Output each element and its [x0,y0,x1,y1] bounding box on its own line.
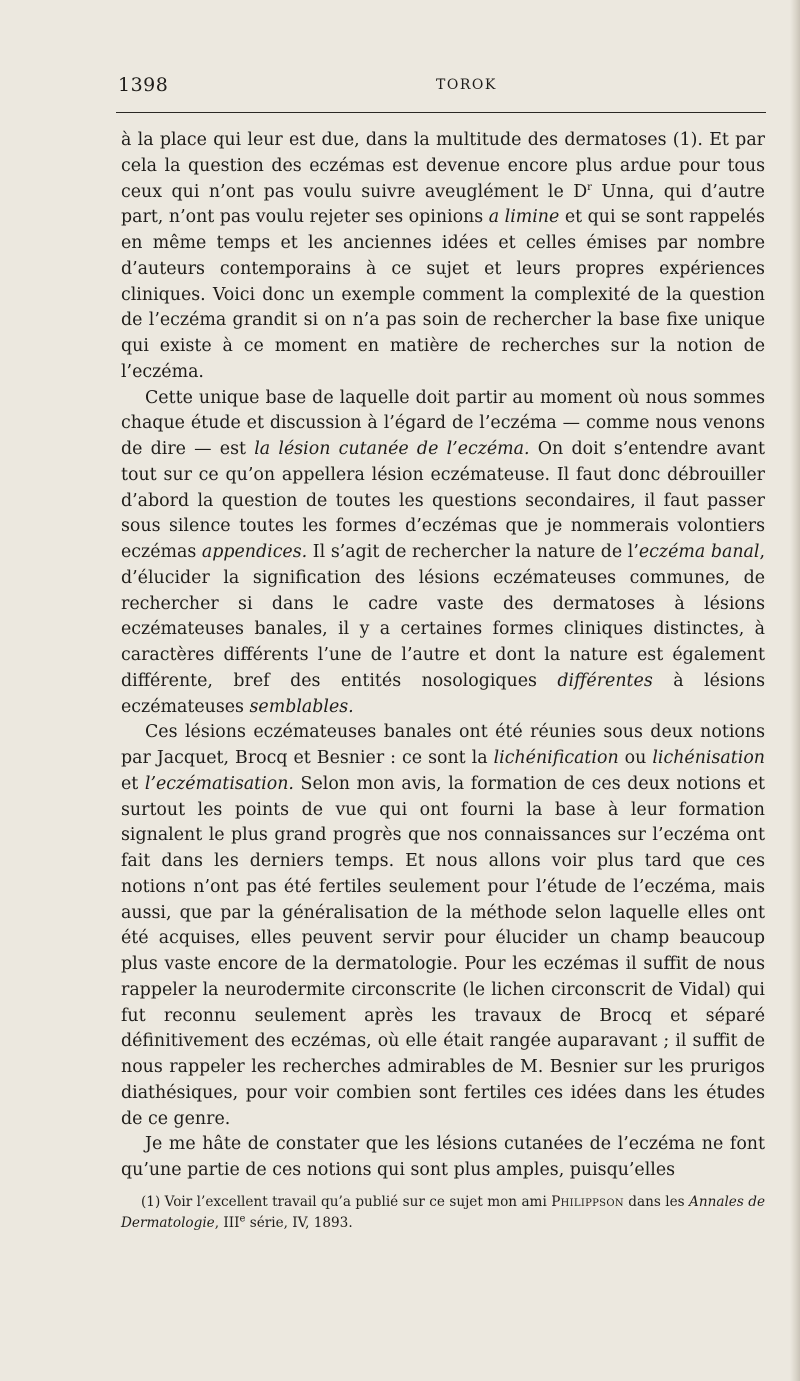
text-run: Il s’agit de rechercher la nature de l’ [307,542,639,562]
page-number: 1398 [118,74,169,96]
italic-text: l’eczématisation. [144,773,294,794]
text-run: Selon mon avis, la formation de ces deux notions et surtout les points de vue qui ont fourni la base à leur formation signalent le plus grand progrès que nos connaissances sur l’eczéma ont fait dans les derniers temps. Et nous allons voir plus tard que ces notions n’ont pas été fertiles seulement pour l’étude de l’eczéma, mais aussi, que par la généralisation de la méthode selon laquelle elles ont été acquises, elles peuvent servir pour élucider un champ beaucoup plus vaste encore de la dermatologie. Pour les eczémas il suffit de nous rappeler la neurodermite circonscrite (le lichen circonscrit de Vidal) qui fut reconnu seulement après les travaux de Brocq et séparé définitivement des eczémas, où elle était rangée auparavant ; il suffit de nous rappeler les recherches admirables de M. Besnier sur les prurigos diathésiques, pour voir combien sont fertiles ces idées dans les études de ce genre. [121,773,765,1129]
italic-text: lichénisation [652,748,765,768]
paragraph [121,128,765,386]
text-run: (1) Voir l’excellent travail qu’a publié sur ce sujet mon ami [141,1194,552,1210]
text-run: série, IV, 1893. [245,1215,353,1231]
paragraph [121,1132,765,1184]
italic-text: appendices. [201,542,308,562]
text-run: et [121,773,145,794]
text-run: dans les [623,1194,690,1210]
text-run: et qui se sont rappelés en même temps et les anciennes idées et celles émises par nombre d’auteurs contemporains à ce sujet et leurs propres expériences cliniques. Voici donc un exemple comment la complexité de la question de l’eczéma grandit si on n’a pas soin de rechercher la base fixe unique qui existe à ce moment en matière de recherches sur la notion de l’eczéma. [121,207,765,382]
small-caps-text: Philippson [551,1194,624,1210]
footnote-text [121,1192,765,1234]
text-run: Unna, qui d’autre part, n’ont pas voulu rejeter ses opinions [121,181,765,228]
italic-text: lichénification [493,748,619,768]
text-run: Ces lésions eczémateuses banales ont été réunies sous deux notions par Jacquet, Brocq et Besnier : ce sont la [121,722,765,768]
header-rule [116,112,766,113]
text-run: , III [214,1215,240,1231]
text-run: à lésions eczémateuses [121,670,765,717]
superscript: r [587,181,592,193]
text-run: ou [618,748,653,768]
italic-text: eczéma banal [638,542,760,562]
text-run: On doit s’entendre avant tout sur ce qu’on appellera lésion eczémateuse. Il faut donc débrouiller d’abord la question de toutes les questions secondaires, il faut passer sous silence toutes les formes d’eczémas que je nommerais volontiers eczémas [121,439,765,562]
footnote [121,1192,765,1234]
body-text [121,128,765,1184]
text-run: Cette unique base de laquelle doit partir au moment où nous sommes chaque étude et discussion à l’égard de l’eczéma — comme nous venons de dire — est [121,387,765,459]
italic-text: la lésion cutanée de l’eczéma. [254,439,530,459]
italic-text: semblables. [249,696,354,717]
text-run: , d’élucider la signification des lésions eczémateuses communes, de rechercher si dans le cadre vaste des dermatoses à lésions eczémateuses banales, il y a certaines formes cliniques distinctes, à caractères différents l’une de l’autre et dont la nature est également différente, bref des entités nosologiques [121,542,765,691]
superscript: e [239,1213,246,1225]
page-edge-shadow [790,0,800,1381]
paragraph [121,386,765,721]
text-run: Je me hâte de constater que les lésions cutanées de l’eczéma ne font qu’une partie de ces notions qui sont plus amples, puisqu’elles [121,1134,765,1180]
running-head: TOROK [436,77,497,93]
text-run: à la place qui leur est due, dans la multitude des dermatoses (1). Et par cela la question des eczémas est devenue encore plus ardue pour tous ceux qui n’ont pas voulu suivre aveuglément le D [121,130,765,202]
page-header [118,74,766,102]
italic-text: a limine [488,207,560,228]
paragraph [121,720,765,1132]
italic-text: Annales de Dermatologie [121,1194,765,1231]
italic-text: différentes [557,670,653,691]
